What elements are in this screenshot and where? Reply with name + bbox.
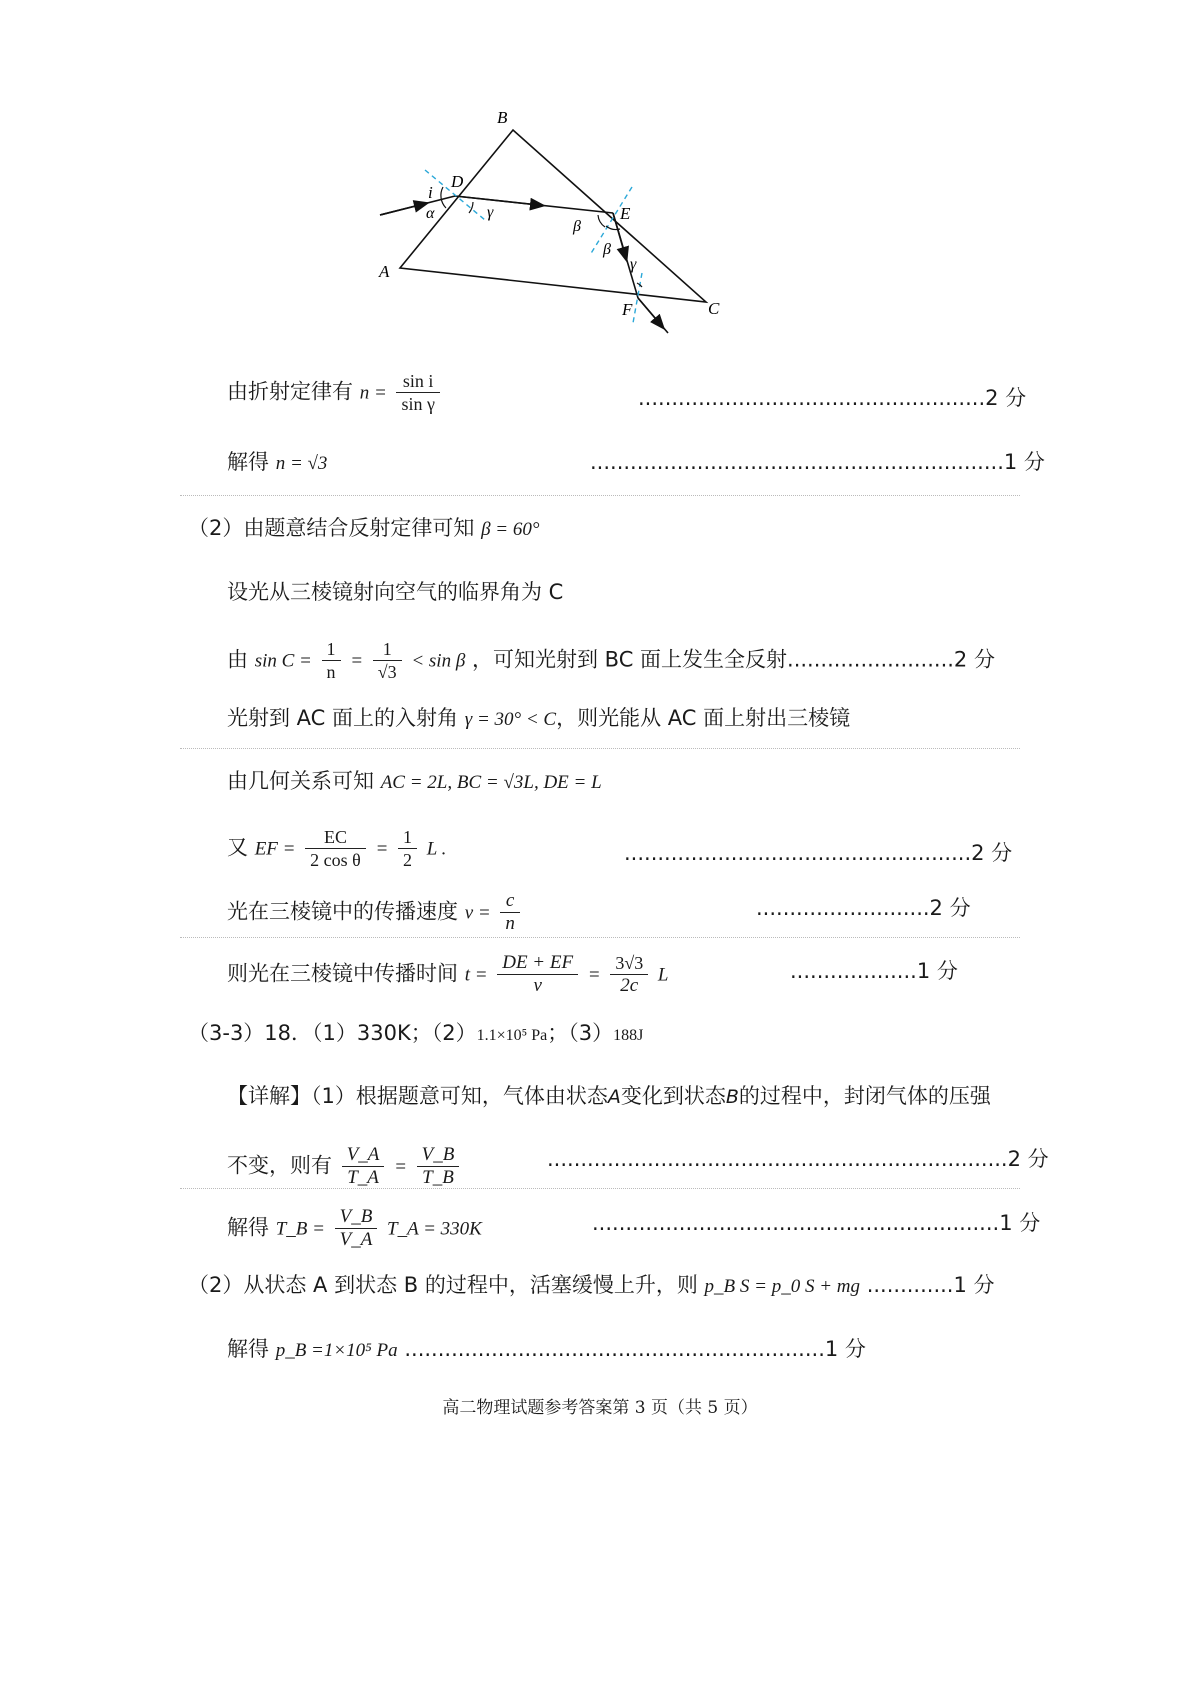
line-refraction-law: 由折射定律有 n = $\frac{\text{sin i}}{\text{sin γ}}$ bbox=[227, 370, 443, 415]
line-geometry: 由几何关系可知 AC = 2L, BC = √3L, DE = L bbox=[227, 769, 602, 793]
label-beta: β bbox=[573, 218, 581, 235]
label-e: E bbox=[620, 204, 631, 223]
divider bbox=[180, 748, 1020, 749]
line-incidence-ac: 光射到 AC 面上的入射角 γ = 30° < C，则光能从 AC 面上射出三棱镜 bbox=[227, 706, 851, 730]
page-footer: 高二物理试题参考答案第 3 页（共 5 页） bbox=[442, 1398, 758, 1418]
line-detail: 【详解】（1）根据题意可知，气体由状态A变化到状态B的过程中，封闭气体的压强 bbox=[227, 1084, 991, 1108]
divider bbox=[180, 1188, 1020, 1189]
divider bbox=[180, 495, 1020, 496]
line-solve-pb: 解得 p_B =1×10⁵ Pa ...............................................................1 分 bbox=[227, 1337, 866, 1361]
label-gamma: γ bbox=[487, 204, 494, 221]
line-isobaric: 不变，则有 $\frac{V\_A}{T\_A}$ = $\frac{V\_B}{T\_B}$ bbox=[227, 1144, 462, 1189]
score-1: ....................................................2 分 bbox=[638, 386, 1027, 410]
score-3: ....................................................2 分 bbox=[624, 841, 1013, 865]
score-2: ..............................................................1 分 bbox=[590, 450, 1045, 474]
line-answers-3-3: （3-3）18．（1）330K；（2）1.1×10⁵ Pa；（3）188J bbox=[188, 1021, 644, 1045]
divider bbox=[180, 937, 1020, 938]
label-a: A bbox=[379, 262, 390, 281]
label-i: i bbox=[428, 183, 433, 202]
label-c: C bbox=[708, 299, 720, 318]
score-5: ...................1 分 bbox=[790, 959, 958, 983]
line-time: 则光在三棱镜中传播时间 t = $\frac{DE + EF}{v}$ = $\frac{3√3}{2c}$ L bbox=[227, 952, 669, 996]
fraction: $\frac{\text{sin i}}{\text{sin γ}}$ bbox=[396, 370, 439, 415]
line-part2-beta: （2）由题意结合反射定律可知 β = 60° bbox=[188, 516, 540, 540]
label-beta2: β bbox=[603, 241, 611, 258]
score-7: .............................................................1 分 bbox=[592, 1211, 1041, 1235]
line-total-reflection: 由 sin C = $\frac{1}{n}$ = $\frac{1}{√3}$ < sin β ，可知光射到 BC 面上发生全反射.........................2 分 bbox=[227, 639, 995, 682]
score-6: .....................................................................2 分 bbox=[547, 1147, 1049, 1171]
line-solve-n: 解得 n = √3 bbox=[227, 450, 328, 474]
score-4: ..........................2 分 bbox=[756, 896, 971, 920]
line-speed: 光在三棱镜中的传播速度 v = $\frac{c}{n}$ bbox=[227, 890, 523, 935]
line-critical-angle: 设光从三棱镜射向空气的临界角为 C bbox=[227, 580, 564, 604]
line-solve-tb: 解得 T_B = $\frac{V\_B}{V\_A}$ T_A = 330K bbox=[227, 1206, 482, 1250]
label-f: F bbox=[622, 300, 633, 319]
line-part2-piston: （2）从状态 A 到状态 B 的过程中，活塞缓慢上升，则 p_B S = p_0 S + mg .............1 分 bbox=[188, 1273, 995, 1297]
label-b: B bbox=[497, 108, 508, 127]
line-ef: 又 EF = $\frac{EC}{\text{2 cos θ}}$ = $\frac{1}{2}$ L . bbox=[227, 827, 447, 870]
label-d: D bbox=[451, 172, 464, 191]
prism-diagram bbox=[370, 105, 730, 345]
prism-triangle bbox=[400, 130, 706, 302]
label-alpha: α bbox=[426, 205, 435, 222]
label-gamma2: γ bbox=[630, 256, 637, 273]
